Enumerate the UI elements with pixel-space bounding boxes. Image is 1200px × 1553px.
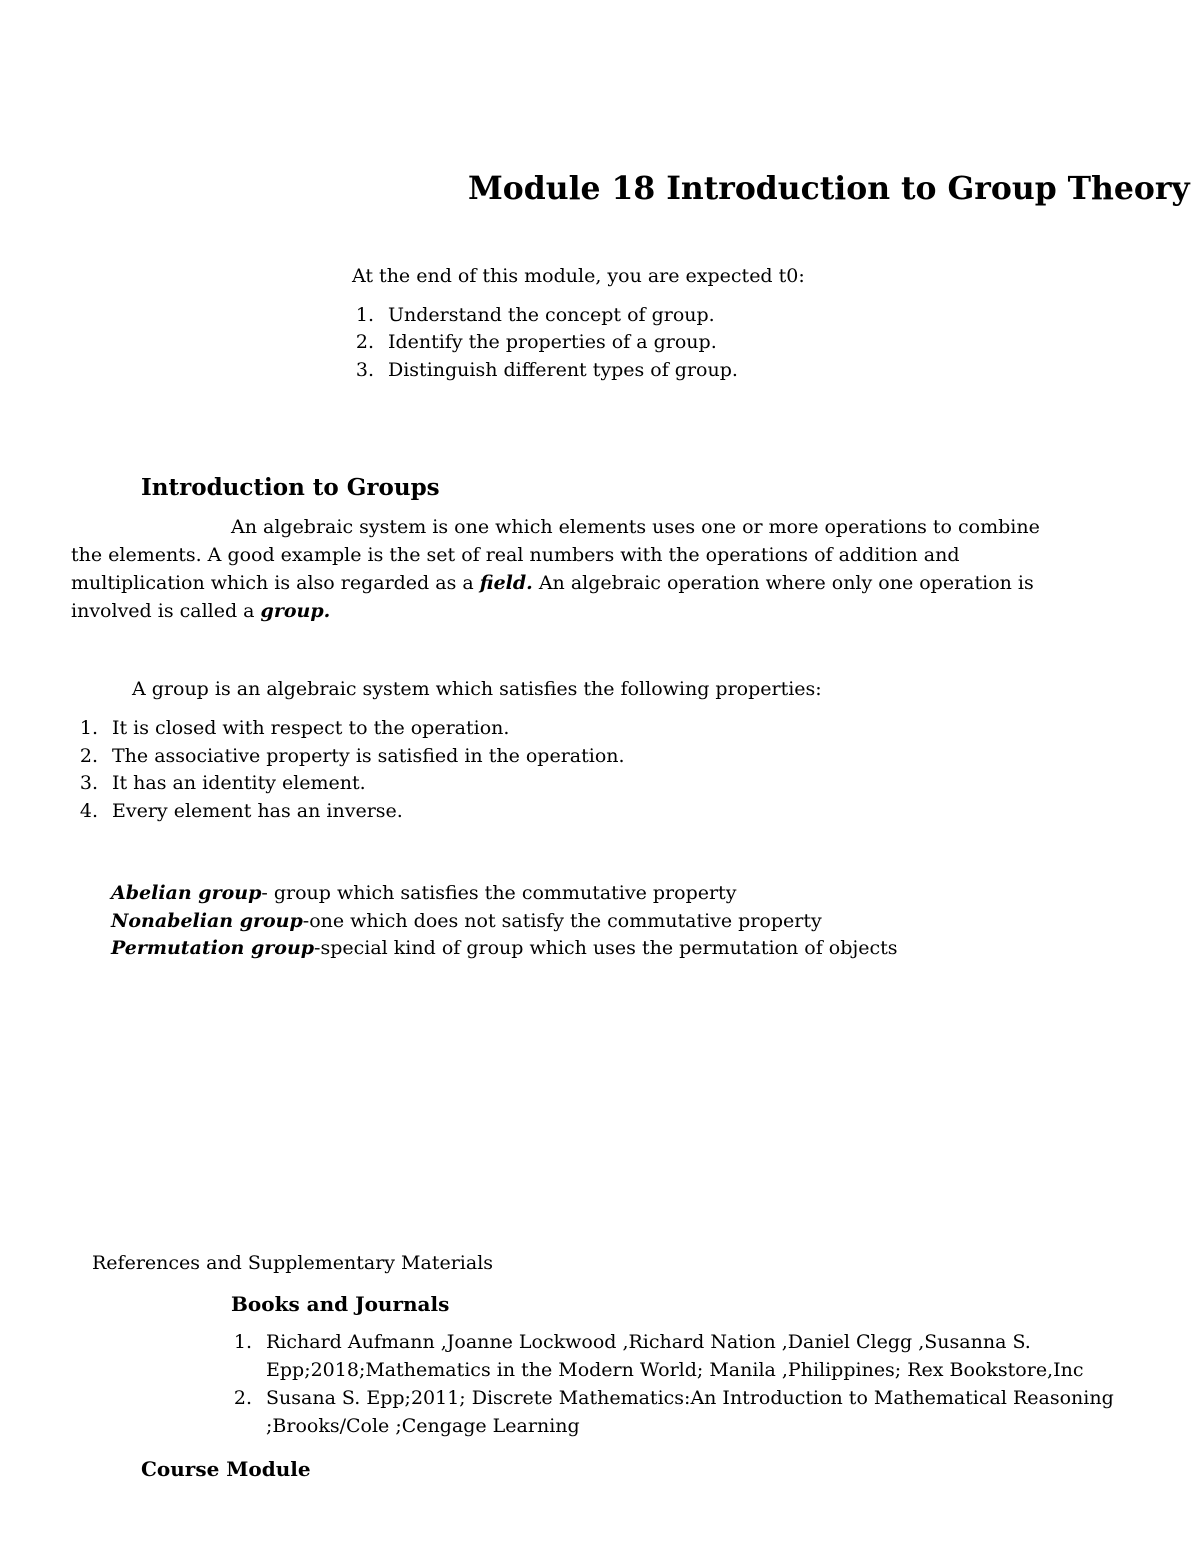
definition-line <box>111 910 822 932</box>
definition-term: Abelian group <box>111 882 262 904</box>
paragraph-line <box>71 572 1034 594</box>
objectives-intro: At the end of this module, you are expected t0: <box>352 265 805 287</box>
paragraph-text: multiplication which is also regarded as a <box>71 572 474 594</box>
page-title: Module 18 Introduction to Group Theory <box>468 170 1190 207</box>
reference-text: Susana S. Epp;2011; Discrete Mathematics:An Introduction to Mathematical Reasoning <box>266 1387 1114 1409</box>
property-text: The associative property is satisfied in the operation. <box>112 745 625 767</box>
definition-desc: -one which does not satisfy the commutative property <box>302 910 822 932</box>
list-number: 4. <box>79 800 98 822</box>
property-text: It has an identity element. <box>112 772 366 794</box>
term-field: field. <box>479 572 533 594</box>
list-number: 2. <box>233 1387 252 1409</box>
definition-term: Nonabelian group <box>111 910 303 932</box>
property-text: Every element has an inverse. <box>112 800 403 822</box>
paragraph-line: the elements. A good example is the set of real numbers with the operations of addition and <box>71 544 960 566</box>
property-text: It is closed with respect to the operation. <box>112 717 510 739</box>
paragraph-line: An algebraic system is one which elements uses one or more operations to combine <box>231 516 1040 538</box>
references-heading: References and Supplementary Materials <box>92 1252 494 1274</box>
reference-text: Richard Aufmann ,Joanne Lockwood ,Richard Nation ,Daniel Clegg ,Susanna S. <box>266 1331 1031 1353</box>
definition-line <box>111 937 898 959</box>
paragraph-text: involved is called a <box>71 600 261 622</box>
list-number: 2. <box>79 745 98 767</box>
definition-desc: -special kind of group which uses the permutation of objects <box>314 937 898 959</box>
reference-text: Epp;2018;Mathematics in the Modern World; Manila ,Philippines; Rex Bookstore,Inc <box>266 1359 1084 1381</box>
list-number: 1. <box>355 304 374 326</box>
paragraph-line <box>71 600 330 622</box>
list-number: 1. <box>79 717 98 739</box>
definition-term: Permutation group <box>111 937 315 959</box>
term-group: group. <box>260 600 331 622</box>
section-heading: Introduction to Groups <box>141 474 440 501</box>
references-subheading: Books and Journals <box>231 1292 450 1316</box>
paragraph-text: An algebraic operation where only one operation is <box>532 572 1034 594</box>
list-number: 3. <box>79 772 98 794</box>
reference-text: ;Brooks/Cole ;Cengage Learning <box>266 1415 580 1437</box>
objective-text: Understand the concept of group. <box>388 304 715 326</box>
list-number: 3. <box>355 359 374 381</box>
list-number: 1. <box>233 1331 252 1353</box>
objective-text: Distinguish different types of group. <box>388 359 738 381</box>
list-number: 2. <box>355 331 374 353</box>
objective-text: Identify the properties of a group. <box>388 331 717 353</box>
definition-line <box>111 882 736 904</box>
course-module-label: Course Module <box>141 1457 311 1481</box>
properties-intro: A group is an algebraic system which satisfies the following properties: <box>132 678 822 700</box>
definition-desc: - group which satisfies the commutative property <box>261 882 737 904</box>
